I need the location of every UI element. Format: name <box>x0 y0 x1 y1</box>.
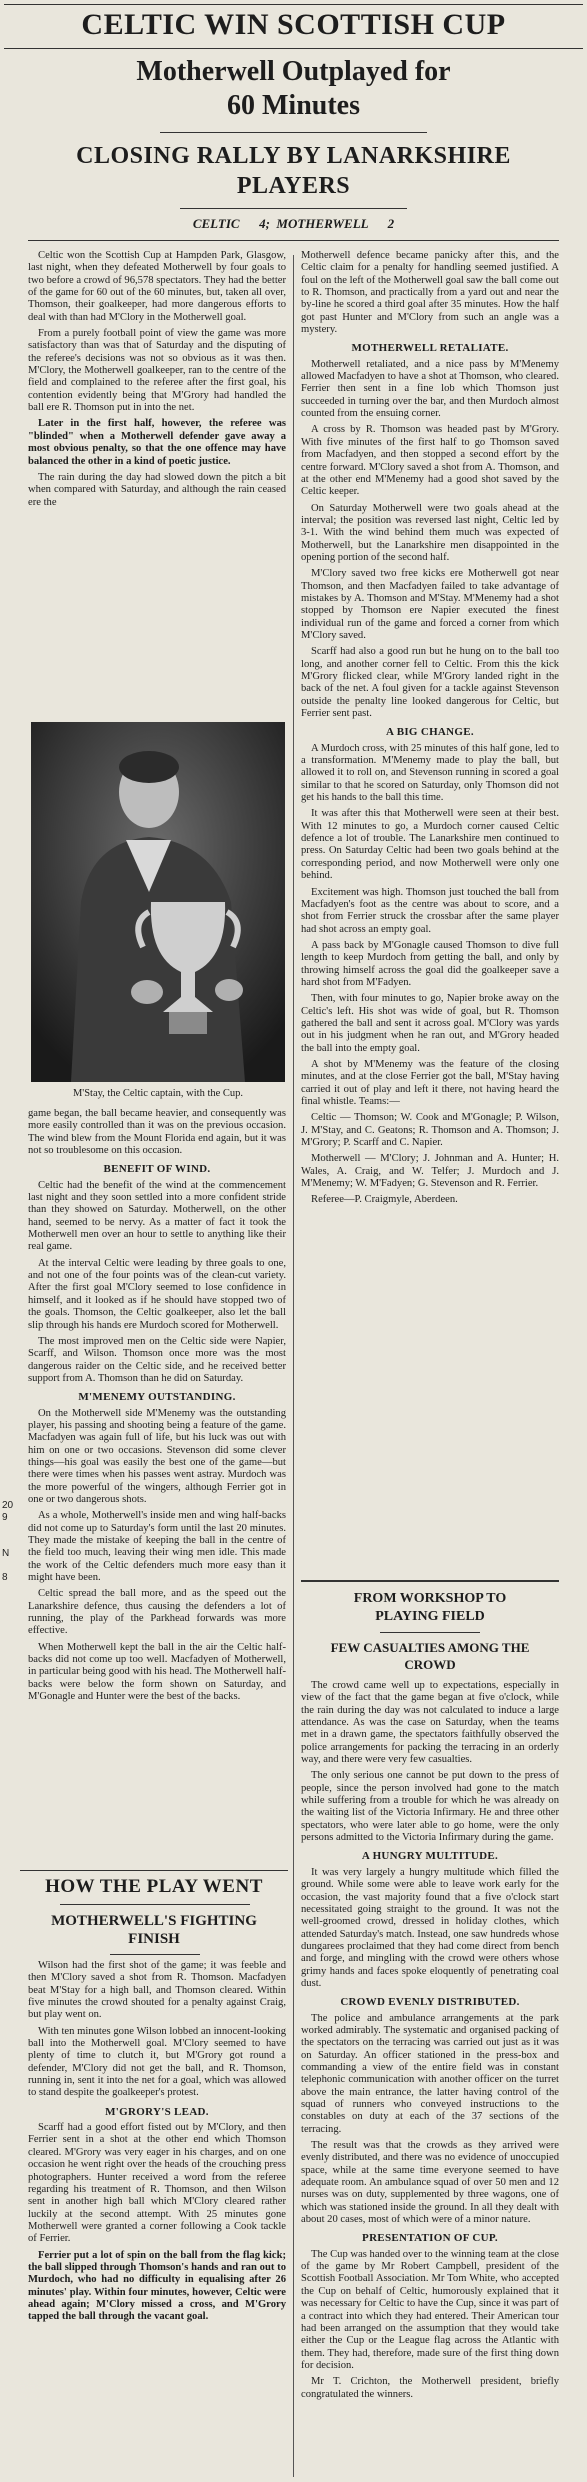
article-paragraph: The rain during the day had slowed down the pitch a bit when compared with Saturday, and although the rain ceased ere the <box>28 471 286 508</box>
section-rule-play <box>20 1870 288 1871</box>
subhead-presentation-of-cup: PRESENTATION OF CUP. <box>362 2232 498 2245</box>
margin-mark: 20 <box>2 1500 14 1511</box>
article-paragraph: Ferrier put a lot of spin on the ball from the flag kick; the ball slipped through Thomson's hands and ran out to Murdoch, who had no difficulty in equalising after 26 minutes' play. Within four minutes, however, Celtic were ahead again; M'Clory missed a cross, and M'Grory tapped the ball through the vacant goal. <box>28 2249 286 2323</box>
article-paragraph: Scarff had also a good run but he hung on to the ball too long, and another corner fell to Celtic. From this the kick M'Grory flicked clear, while M'Grory landed right in the back of the net. A foul given for a tackle against Stevenson outside the penalty line looked dangerous for Celtic, but Ferrier sent past. <box>301 646 559 720</box>
article-paragraph: Celtic had the benefit of the wind at the commencement last night and they soon settled into a more confident stride than they showed on Saturday. Motherwell, on the other hand, seemed to be nervy. As a matter of fact it took the Motherwell men over an hour to settle to anything like their real game. <box>28 1179 286 1253</box>
fighting-finish-line-1: MOTHERWELL'S FIGHTING <box>51 1913 257 1929</box>
margin-mark: 9 <box>2 1512 8 1523</box>
article-paragraph: Excitement was high. Thomson just touched the ball from Macfadyen's foot as the centre was about to score, and a shot from Ferrier struck the crossbar after the same player had shot across an empty goal. <box>301 886 559 935</box>
top-rule <box>4 4 583 5</box>
article-paragraph: Wilson had the first shot of the game; it was feeble and then M'Clory saved a shot from R. Thomson. Macfadyen beat M'Stay for a high ball, and Thomson cleared. Within five minutes the crowd shouted for a penalty against Craig, but play went on. <box>28 1960 286 2021</box>
section-rule-workshop-2 <box>380 1632 480 1633</box>
subhead-benefit-of-wind: BENEFIT OF WIND. <box>103 1163 211 1176</box>
article-paragraph: From a purely football point of view the game was more satisfactory than was that of Saturday and the disputing of the referee's decisions was not so obvious as it was then. M'Clory, the Motherwell goalkeeper, ran to the centre of the field and complained to the referee after the first goal, his contention evidently being that M'Grory had handled the ball ere R. Thomson put in into the net. <box>28 328 286 414</box>
subhead-hungry-multitude: A HUNGRY MULTITUDE. <box>361 1850 499 1863</box>
article-paragraph: Scarff had a good effort fisted out by M'Clory, and then Ferrier sent in a shot at the other end which Thomson cleared. M'Grory was very eager in his charges, and on one occasion he went right over the heads of the crouching press photographers. Hunter received a word from the referee regarding his treatment of R. Thomson, and then Wilson sent in another high ball which M'Clory cleared rather luckily at the second attempt. With 25 minutes gone Motherwell were granted a corner following a Cook tackle of Ferrier. <box>28 2122 286 2245</box>
article-paragraph: Mr T. Crichton, the Motherwell president, briefly congratulated the winners. <box>301 2376 559 2400</box>
left-column-middle <box>28 1108 286 1707</box>
article-paragraph: A shot by M'Menemy was the feature of the closing minutes, and at the close Ferrier got the ball, M'Stay having carried it out of play and left it there, not having heard the final whistle. Teams:— <box>301 1058 559 1107</box>
workshop-heading-line-2: PLAYING FIELD <box>375 1609 485 1624</box>
referee-line: Referee—P. Craigmyle, Aberdeen. <box>311 1194 458 1206</box>
subhead-crowd-evenly: CROWD EVENLY DISTRIBUTED. <box>340 1996 520 2009</box>
section-rule-play-2 <box>60 1904 250 1905</box>
subhead-grory-lead: M'GRORY'S LEAD. <box>105 2105 209 2118</box>
article-paragraph: Celtic won the Scottish Cup at Hampden Park, Glasgow, last night, when they defeated Motherwell by four goals to two before a crowd of 96,578 spectators. They had the better of the game for 60 out of the 60 minutes, but, taken all over, Thomson, their goalkeeper, had more dangerous efforts to deal with than had M'Clory in the Motherwell goal. <box>28 250 286 323</box>
article-paragraph: The most improved men on the Celtic side were Napier, Scarff, and Wilson. Thomson once more was the most dangerous raider on the Celtic side, and he received better support from A. Thomson than he did on Saturday. <box>28 1335 286 1384</box>
article-paragraph: With ten minutes gone Wilson lobbed an innocent-looking ball into the Motherwell goal. M'Clory seemed to have plenty of time to clutch it, but M'Grory got round a defender, M'Clory did not get the ball, and R. Thomson, running in, sent it into the net for a goal, which was allowed to stand despite the goalkeeper's protest. <box>28 2025 286 2099</box>
article-paragraph: The crowd came well up to expectations, especially in view of the fact that the game began at five o'clock, while the rain during the day was not calculated to induce a large attendance. As was the case on Saturday, when the teams met in a drawn game, the spectators faithfully observed the police arrangements for packing the terracing in an orderly way, and there were very few casualties. <box>301 1680 559 1766</box>
photo-illustration <box>31 722 285 1082</box>
article-paragraph: M'Clory saved two free kicks ere Motherwell got near Thomson, and then Macfadyen failed to take advantage of mistakes by A. Thomson and M'Stay. M'Menemy had a shot stopped by Thomson ere Napier executed the finest individual run of the game and forced a corner from which M'Clory saved. <box>301 568 559 641</box>
article-paragraph: The result was that the crowds as they arrived were evenly distributed, and there was no evidence of unoccupied space, while at the same time everyone seemed to have adequate room. An ambulance squad of over 50 men and 12 nurses was on duty, supplemented by three wagons, one of which was stationed inside the ground. In all they dealt with about 20 cases, most of which were of a minor nature. <box>301 2140 559 2226</box>
article-paragraph: Then, with four minutes to go, Napier broke away on the Celtic's left. His shot was wide of goal, but R. Thomson gathered the ball and sent it across goal. M'Clory was yards out in his judgment when he ran out, and M'Grory headed the ball into the empty goal. <box>301 993 559 1054</box>
article-paragraph: On Saturday Motherwell were two goals ahead at the interval; the position was reversed last night, Celtic led by 3-1. With the wind behind them much was expected of Motherwell, but the Lanarkshire men disappointed in the opening portion of the second half. <box>301 502 559 563</box>
article-paragraph: The police and ambulance arrangements at the park worked admirably. The systematic and organised packing of the spectators on the terracing was carried out just as it was on Saturday. An officer stationed in the press-box and commanding a view of the entire field was in constant telephonic communication with another officer on the turret above the main entrance, the latter having control of the squad of runners who conveyed instructions to the constables on duty at each of the 37 sections of the terracing. <box>301 2012 559 2135</box>
article-paragraph: A Murdoch cross, with 25 minutes of this half gone, led to a transformation. M'Menemy made to play the ball, but allowed it to roll on, and Stevenson running in scored a goal similar to that he scored on Saturday, only Thomson did not get his hands to the ball this time. <box>301 742 559 804</box>
article-paragraph: As a whole, Motherwell's inside men and wing half-backs did not come up to Saturday's form until the last 20 minutes. They made the mistake of keeping the ball in the centre of the field too much, leaving their wing men idle. This made the work of the Celtic defenders much more easy than it might have been. <box>28 1510 286 1584</box>
article-paragraph: Celtic spread the ball more, and as the speed out the Lanarkshire defence, thus causing the defenders a lot of running, the play of the Parkhead forwards was more effective. <box>28 1588 286 1637</box>
right-column-top <box>301 250 559 1211</box>
article-paragraph: On the Motherwell side M'Menemy was the outstanding player, his passing and shooting being a feature of the game. Macfadyen was again full of life, but his luck was out with him on one or two occasions. Stevenson did some clever things—his goal was easily the best one of the game—but there were times when his passes went astray. Murdoch was the more powerful of the wingers, although Ferrier got in one or two dangerous shots. <box>28 1407 286 1505</box>
deck-line-2: PLAYERS <box>236 173 351 199</box>
captain-with-cup-photo <box>31 722 285 1082</box>
article-paragraph: Later in the first half, however, the referee was "blinded" when a Motherwell defender gave away a most obvious penalty, so that the one offence may have balanced the other in a kind of poetic justice. <box>28 418 286 467</box>
article-paragraph: It was after this that Motherwell were seen at their best. With 12 minutes to go, a Murdoch corner caused Celtic defence a lot of trouble. The Lanarkshire men continued to press. On Saturday Celtic had been two goals behind at the corresponding period, and now Motherwell were only one behind. <box>301 808 559 882</box>
article-paragraph: The Cup was handed over to the winning team at the close of the game by Mr Robert Campbell, president of the Scottish Football Association. Mr Tom White, who accepted the Cup on behalf of Celtic, humorously explained that it was necessary for Celtic to have the Cup, since it was part of a contract into which they had entered. Their American tour had been arranged on the assumption that they would take either the Cup or the League flag across the Atlantic with them. They had, therefore, made sure of the first thing down for decision. <box>301 2248 560 2371</box>
subhead-menemy-outstanding: M'MENEMY OUTSTANDING. <box>78 1391 236 1404</box>
section-rule-workshop <box>301 1580 559 1582</box>
margin-mark: N <box>2 1548 10 1559</box>
article-paragraph: A cross by R. Thomson was headed past by M'Grory. With five minutes of the first half to go Thomson saved from Macfadyen, and then stopped a second effort by the centre forward. M'Clory saved a shot from A. Thomson, and at the other end M'Menemy had a good shot saved by the Celtic keeper. <box>301 424 559 498</box>
casualties-heading-line-2: CROWD <box>404 1657 456 1672</box>
headline-rule-3 <box>180 208 407 209</box>
article-paragraph: A pass back by M'Gonagle caused Thomson to dive full length to keep Murdoch from getting the ball, and only by throwing himself across the goal did the goalkeeper save a hard shot from M'Fadyen. <box>301 939 559 988</box>
article-paragraph: game began, the ball became heavier, and consequently was more easily controlled than it was on the previous occasion. The wind blew from the Mount Florida end again, but it was not so troublesome on this occasion. <box>28 1108 286 1157</box>
subtitle-line-2: 60 Minutes <box>227 90 360 121</box>
left-column-bottom <box>28 1960 286 2328</box>
subhead-motherwell-retaliate: MOTHERWELL RETALIATE. <box>351 342 509 355</box>
article-paragraph: The only serious one cannot be put down to the press of people, since the person involved had gone to the match while suffering from a trouble for which he was already on the waiting list of the Victoria Infirmary. He and three other spectators, who were later able to go home, were the only persons admitted to the Victoria Infirmary during the game. <box>301 1770 559 1844</box>
article-paragraph: Motherwell retaliated, and a nice pass by M'Menemy allowed Macfadyen to have a shot at Thomson, who cleared. Ferrier then sent in a fine lob which Thomson just succeeded in turning over the bar, and then Murdoch almost counted from the ensuing corner. <box>301 358 559 420</box>
article-paragraph: It was very largely a hungry multitude which filled the ground. While some were able to leave work early for the occasion, the vast majority found that a five o'clock start necessitated going straight to the ground. It was not the well-groomed crowd, dressed in holiday clothes, which attended Saturday's match. Instead, one saw hundreds whose dungarees proclaimed that they had come direct from bench and forge, and mingling with the crowd were others whose grimy hands and faces spoke eloquently of penetrating coal dust. <box>301 1866 559 1989</box>
subhead-big-change: A BIG CHANGE. <box>386 726 474 739</box>
score-line: CELTIC 4; MOTHERWELL 2 <box>192 216 395 231</box>
article-paragraph: At the interval Celtic were leading by three goals to one, and not one of the four points was of the clean-cut variety. After the first goal M'Clory seemed to lose confidence in himself, and it looked as if he should have stopped two of the goals. Thomson, the Celtic goalkeeper, also let the ball slip through his hands ere Murdoch scored for Motherwell. <box>28 1257 286 1331</box>
score-rule <box>28 240 559 241</box>
team-list-celtic: Celtic — Thomson; W. Cook and M'Gonagle; P. Wilson, J. M'Stay, and C. Geatons; R. Thomson and A. Thomson; J. M'Grory; P. Scarff and C. Napier. <box>301 1112 559 1149</box>
right-column-bottom <box>301 1680 559 2405</box>
headline-rule-1 <box>4 48 583 49</box>
column-divider <box>293 255 294 2477</box>
workshop-heading-line-1: FROM WORKSHOP TO <box>353 1591 507 1606</box>
section-rule-play-3 <box>110 1954 200 1955</box>
margin-mark: 8 <box>2 1572 8 1583</box>
main-headline: CELTIC WIN SCOTTISH CUP <box>81 8 506 41</box>
casualties-heading-line-1: FEW CASUALTIES AMONG THE <box>330 1640 530 1655</box>
deck-line-1: CLOSING RALLY BY LANARKSHIRE <box>76 143 511 169</box>
fighting-finish-line-2: FINISH <box>128 1931 180 1947</box>
article-paragraph: Motherwell defence became panicky after this, and the Celtic claim for a penalty for handling seemed justified. A foul on the left of the Motherwell goal saw the ball come out to R. Thomson, and practically from a yard out and near the by-line he scored a third goal after 35 minutes. How the half got past Hunter and M'Clory from such an angle was a mystery. <box>301 250 559 336</box>
article-paragraph: When Motherwell kept the ball in the air the Celtic half-backs did not come up too well. Macfadyen of Motherwell, in particular being good with his head. The Motherwell half-backs were below the form shown on Saturday, and M'Gonagle and Hunter were the best of the backs. <box>28 1641 286 1703</box>
left-column-top <box>28 250 286 513</box>
headline-rule-2 <box>160 132 427 133</box>
subtitle-line-1: Motherwell Outplayed for <box>136 56 451 87</box>
photo-caption: M'Stay, the Celtic captain, with the Cup. <box>72 1088 244 1099</box>
team-list-motherwell: Motherwell — M'Clory; J. Johnman and A. Hunter; H. Wales, A. Craig, and W. Telfer; J. Murdoch and J. M'Menemy; W. M'Fadyen; G. Stevenson and R. Ferrier. <box>301 1153 559 1190</box>
how-the-play-went-heading: HOW THE PLAY WENT <box>45 1876 263 1897</box>
